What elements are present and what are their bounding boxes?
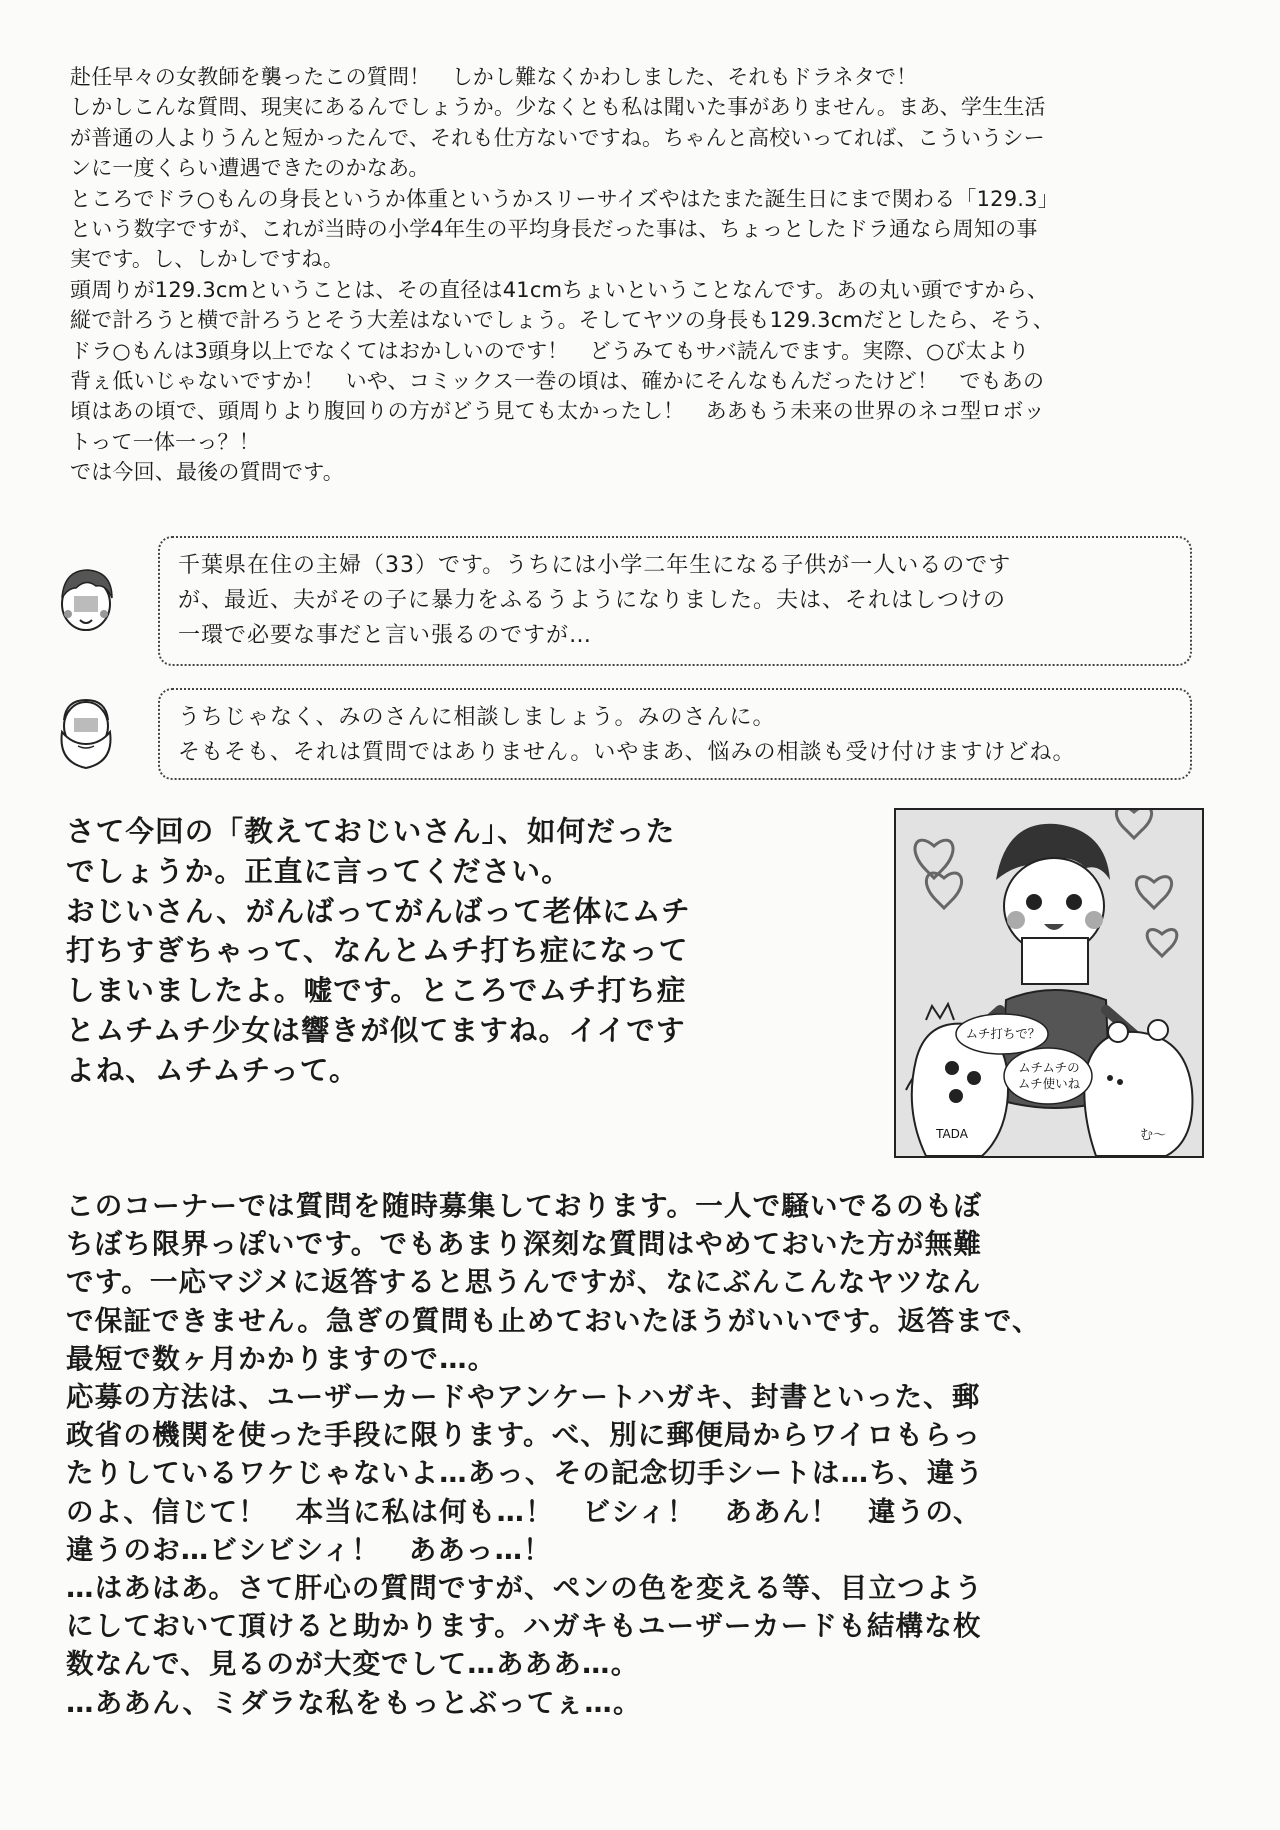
mid-line: しまいましたよ。嘘です。ところでムチ打ち症 xyxy=(66,974,687,1008)
answer-row xyxy=(52,688,1192,780)
intro-line: 実です。し、しかしですね。 xyxy=(70,247,344,272)
speech-bubble-2-line: ムチムチの xyxy=(1018,1060,1080,1075)
closing-line: 応募の方法は、ユーザーカードやアンケートハガキ、封書といった、郵 xyxy=(66,1381,981,1414)
intro-line: ドラ○もんは3頭身以上でなくてはおかしいのです！ どうみてもサバ読んでます。実際、○び太より xyxy=(70,338,1030,363)
closing-line: 最短で数ヶ月かかりますので…。 xyxy=(66,1342,497,1375)
intro-line: 縦で計ろうと横で計ろうとそう大差はないでしょう。そしてヤツの身長も129.3cmだとしたら、そう、 xyxy=(70,308,1054,333)
closing-line: にしておいて頂けると助かります。ハガキもユーザーカードも結構な枚 xyxy=(66,1610,982,1643)
intro-line: ンに一度くらい遭遇できたのかなあ。 xyxy=(70,156,430,181)
closing-line: たりしているワケじゃないよ…あっ、その記念切手シートは…ち、違う xyxy=(66,1457,985,1490)
question-bubble xyxy=(158,536,1192,666)
closing-line: 政省の機関を使った手段に限ります。べ、別に郵便局からワイロもらっ xyxy=(66,1419,982,1452)
intro-line: 赴任早々の女教師を襲ったこの質問！ しかし難なくかわしました、それもドラネタで！ xyxy=(70,65,918,89)
intro-line: しかしこんな質問、現実にあるんでしょうか。少なくとも私は聞いた事がありません。まあ、学生生活 xyxy=(70,95,1046,120)
closing-line: このコーナーでは質問を随時募集しております。一人で騒いでるのもぼ xyxy=(66,1190,983,1222)
closing-line: です。一応マジメに返答すると思うんですが、なにぶんこんなヤツなん xyxy=(66,1266,982,1299)
intro-line: 背ぇ低いじゃないですか！ いや、コミックス一巻の頃は、確かにそんなもんだったけど！ でもあの xyxy=(70,369,1045,394)
closing-line: ちぼち限界っぽいです。でもあまり深刻な質問はやめておいた方が無難 xyxy=(66,1228,983,1261)
speech-bubble-2-line: ムチ使いね xyxy=(1017,1076,1081,1091)
question-line: が、最近、夫がその子に暴力をふるうようになりました。夫は、それはしつけの xyxy=(178,588,1007,613)
woman-avatar-icon xyxy=(52,558,122,638)
closing-line: 違うのお…ビシビシィ！ ああっ…！ xyxy=(66,1533,552,1566)
mid-line: 打ちすぎちゃって、なんとムチ打ち症になって xyxy=(66,934,689,968)
old-man-avatar-icon xyxy=(52,692,122,772)
answer-line: うちじゃなく、みのさんに相談しましょう。みのさんに。 xyxy=(178,705,776,730)
answer-line: そもそも、それは質問ではありません。いやまあ、悩みの相談も受け付けますけどね。 xyxy=(178,740,1076,765)
intro-line: という数字ですが、これが当時の小学4年生の平均身長だった事は、ちょっとしたドラ通なら周知の事 xyxy=(70,217,1038,242)
intro-line: では今回、最後の質問です。 xyxy=(70,460,344,485)
mid-line: でしょうか。正直に言ってください。 xyxy=(66,854,571,888)
question-line: 千葉県在住の主婦（33）です。うちには小学二年生になる子供が一人いるのです xyxy=(178,553,1012,578)
closing-line: …ああん、ミダラな私をもっとぶってぇ…。 xyxy=(66,1686,642,1719)
intro-line: 頃はあの頃で、頭周りより腹回りの方がどう見ても太かったし！ ああもう未来の世界のネコ型ロボッ xyxy=(70,399,1045,424)
question-line: 一環で必要な事だと言い張るのですが… xyxy=(178,623,593,648)
mid-line: よね、ムチムチって。 xyxy=(66,1053,359,1087)
intro-line: が普通の人よりうんと短かったんで、それも仕方ないですね。ちゃんと高校いってれば、こういうシー xyxy=(70,125,1045,150)
mid-line: とムチムチ少女は響きが似てますね。イイです xyxy=(66,1013,686,1047)
question-row xyxy=(52,536,1192,666)
closing-line: のよ、信じて！ 本当に私は何も…！ ビシィ！ ああん！ 違うの、 xyxy=(66,1495,982,1528)
closing-text xyxy=(66,1187,1236,1722)
mid-line: さて今回の「教えておじいさん」、如何だった xyxy=(66,815,676,848)
mid-text xyxy=(66,812,876,1091)
answer-bubble xyxy=(158,688,1192,780)
closing-line: 数なんで、見るのが大変でして…あああ…。 xyxy=(66,1648,640,1681)
closing-line: で保証できません。急ぎの質問も止めておいたほうがいいです。返答まで、 xyxy=(66,1304,1041,1337)
intro-line: 頭周りが129.3cmということは、その直径は41cmちょいということなんです。あの丸い頭ですから、 xyxy=(70,277,1049,302)
intro-text xyxy=(70,62,1220,488)
illustration-panel xyxy=(894,808,1204,1158)
mid-line: おじいさん、がんばってがんばって老体にムチ xyxy=(66,894,691,928)
sign-right-label: む～ xyxy=(1139,1128,1166,1143)
intro-line: ところでドラ○もんの身長というか体重というかスリーサイズやはたまた誕生日にまで関わる「129.3」 xyxy=(70,186,1059,211)
intro-line: トって一体一っ？！ xyxy=(70,429,260,454)
speech-bubble-2 xyxy=(1006,1060,1092,1092)
sign-left-label: TADA xyxy=(936,1127,968,1141)
illustration-drawing xyxy=(896,810,1202,1156)
speech-bubble-1: ムチ打ちで？ xyxy=(965,1026,1041,1041)
closing-line: …はあはあ。さて肝心の質問ですが、ペンの色を変える等、目立つよう xyxy=(66,1572,984,1605)
